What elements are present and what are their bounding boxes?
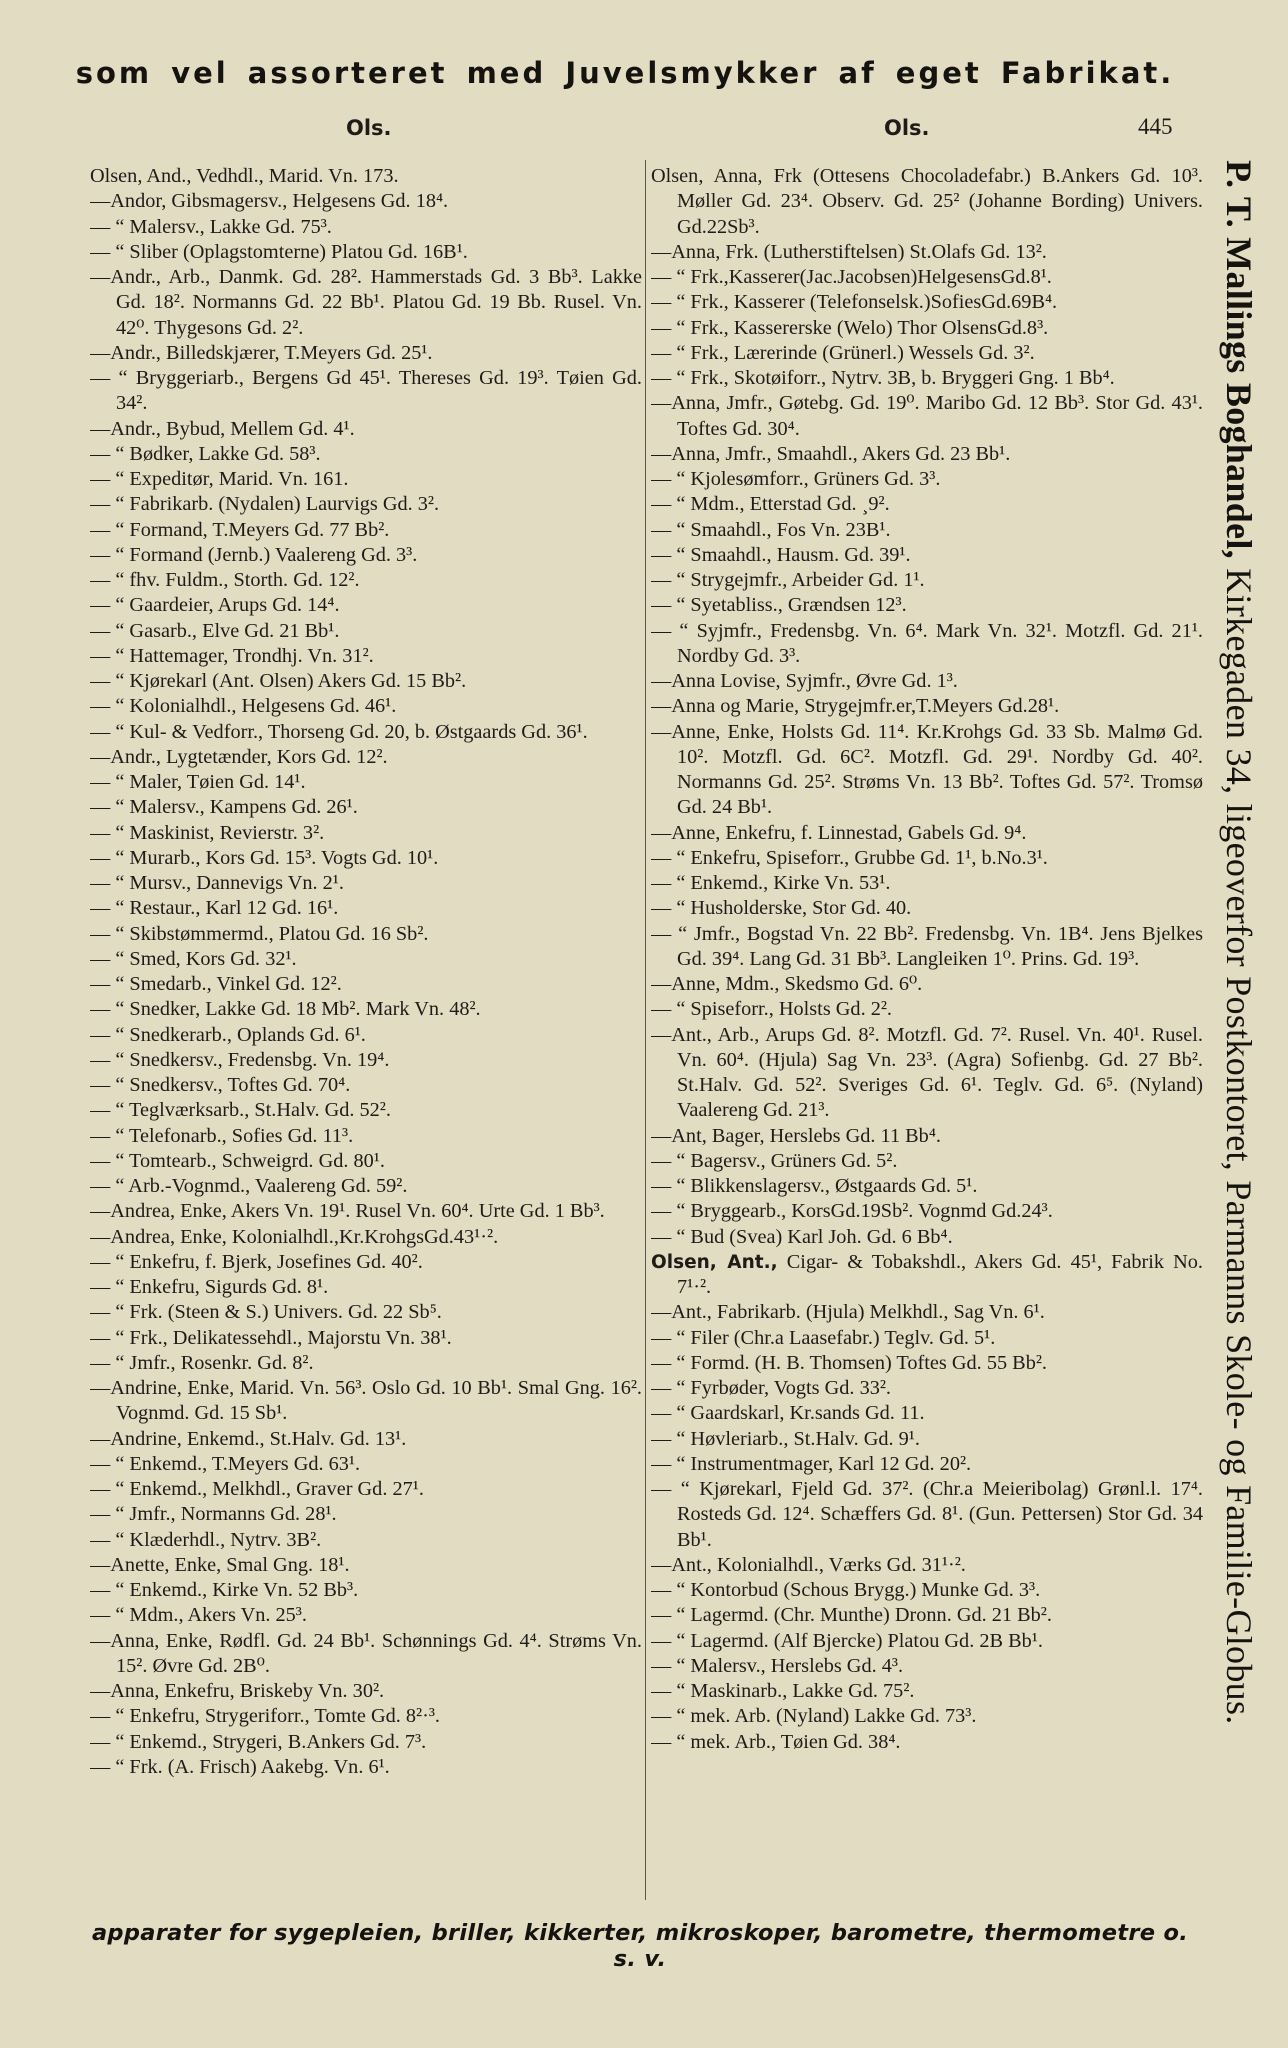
directory-entry: — “ Enkemd., T.Meyers Gd. 63¹. (90, 1452, 361, 1475)
directory-entry: — “ Lagermd. (Alf Bjercke) Platou Gd. 2B Bb¹. (651, 1629, 1043, 1652)
directory-entry: — “ Formd. (H. B. Thomsen) Toftes Gd. 55 Bb². (651, 1351, 1047, 1374)
directory-entry: — “ Frk., Kasserer (Telefonselsk.)SofiesGd.69B⁴. (651, 291, 1058, 314)
page-number: 445 (1138, 114, 1173, 139)
directory-entry: — “ Syetabliss., Grændsen 12³. (651, 594, 907, 617)
directory-entry: —Anna Lovise, Syjmfr., Øvre Gd. 1³. (651, 670, 958, 692)
directory-entry: — “ Frk., Kassererske (Welo) Thor OlsensGd.8³. (651, 316, 1049, 339)
directory-entry: — “ Bryggeriarb., Bergens Gd 45¹. Thereses Gd. 19³. Tøien Gd. 34². (90, 367, 642, 415)
bottom-advert-banner: apparater for sygepleien, briller, kikkerter, mikroskoper, barometre, thermometre o. s. v. (91, 1920, 1189, 1972)
directory-entry: — “ Blikkenslagersv., Østgaards Gd. 5¹. (651, 1175, 978, 1197)
directory-entry: — “ Smedarb., Vinkel Gd. 12². (90, 973, 342, 995)
directory-entry: — “ Malersv., Kampens Gd. 26¹. (90, 796, 358, 819)
directory-entry: — “ Frk., Delikatessehdl., Majorstu Vn. 38¹. (90, 1326, 452, 1349)
directory-entry: — “ Fyrbøder, Vogts Gd. 33². (651, 1377, 892, 1399)
side-advert-text: Kirkegaden 34, ligeoverfor Postkontoret, Parmanns Skole- og Familie-Globus. (1219, 558, 1259, 1725)
directory-entry: — “ Enkefru, Sigurds Gd. 8¹. (90, 1276, 329, 1298)
directory-entry: — “ Kjørekarl, Fjeld Gd. 37². (Chr.a Meieribolag) Grønl.l. 17⁴. Rosteds Gd. 12⁴. Schæffers Gd. 8¹. (Gun. Pettersen) Stor Gd. 34 Bb¹. (651, 1478, 1203, 1551)
directory-entry: — “ Enkefru, Strygeriforr., Tomte Gd. 8²·³. (90, 1705, 440, 1728)
directory-entry: — “ Snedker, Lakke Gd. 18 Mb². Mark Vn. 48². (90, 998, 481, 1021)
directory-entry: —Ant., Fabrikarb. (Hjula) Melkhdl., Sag Vn. 6¹. (651, 1301, 1045, 1324)
directory-entry: — “ Telefonarb., Sofies Gd. 11³. (90, 1124, 354, 1147)
directory-entry: Olsen, Ant., Cigar- & Tobakshdl., Akers Gd. 45¹, Fabrik No. 7¹·². (651, 1250, 1203, 1298)
directory-entry: — “ Murarb., Kors Gd. 15³. Vogts Gd. 10¹. (90, 846, 439, 869)
directory-entry: —Ant., Kolonialhdl., Værks Gd. 31¹·². (651, 1553, 966, 1576)
directory-entry: — “ Fabrikarb. (Nydalen) Laurvigs Gd. 3². (90, 493, 440, 516)
directory-entry: — “ Jmfr., Normanns Gd. 28¹. (90, 1503, 337, 1526)
directory-entry: —Andrine, Enke, Marid. Vn. 56³. Oslo Gd. 10 Bb¹. Smal Gng. 16². Vognmd. Gd. 15 Sb¹. (90, 1377, 642, 1425)
directory-entry: —Ant, Bager, Herslebs Gd. 11 Bb⁴. (651, 1124, 941, 1147)
directory-entry: — “ Mdm., Etterstad Gd. ¸9². (651, 493, 890, 516)
directory-entry: — “ Sliber (Oplagstomterne) Platou Gd. 16B¹. (90, 240, 468, 263)
directory-entry: — “ Smed, Kors Gd. 32¹. (90, 947, 297, 970)
directory-entry: — “ Strygejmfr., Arbeider Gd. 1¹. (651, 569, 925, 591)
directory-entry: — “ Tomtearb., Schweigrd. Gd. 80¹. (90, 1149, 385, 1172)
directory-entry: — “ Kolonialhdl., Helgesens Gd. 46¹. (90, 695, 397, 718)
directory-entry: — “ Mursv., Dannevigs Vn. 2¹. (90, 872, 344, 894)
side-advert-name: P. T. Mallings Boghandel, (1219, 160, 1259, 559)
directory-entry: — “ Jmfr., Bogstad Vn. 22 Bb². Fredensbg. Vn. 1B⁴. Jens Bjelkes Gd. 39⁴. Lang Gd. 31 Bb³. Langleiken 1⁰. Prins. Gd. 19³. (651, 922, 1203, 970)
directory-entry: — “ Lagermd. (Chr. Munthe) Dronn. Gd. 21 Bb². (651, 1604, 1052, 1627)
directory-entry: — “ Smaahdl., Fos Vn. 23B¹. (651, 518, 891, 541)
directory-entry: — “ Bud (Svea) Karl Joh. Gd. 6 Bb⁴. (651, 1225, 953, 1248)
directory-entry: — “ Teglværksarb., St.Halv. Gd. 52². (90, 1099, 391, 1122)
directory-entry: — “ Kjørekarl (Ant. Olsen) Akers Gd. 15 Bb². (90, 670, 467, 692)
directory-entry: — “ Restaur., Karl 12 Gd. 16¹. (90, 897, 339, 920)
directory-entry: —Anne, Enke, Holsts Gd. 11⁴. Kr.Krohgs Gd. 33 Sb. Malmø Gd. 10². Motzfl. Gd. 6C². Motzfl. Gd. 29¹. Nordby Gd. 40². Normanns Gd. 25². Strøms Vn. 13 Bb². Toftes Gd. 57². Tromsø Gd. 24 Bb¹. (651, 720, 1203, 819)
directory-entry: —Andrea, Enke, Akers Vn. 19¹. Rusel Vn. 60⁴. Urte Gd. 1 Bb³. (90, 1200, 605, 1223)
directory-entry: — “ Enkefru, Spiseforr., Grubbe Gd. 1¹, b.No.3¹. (651, 846, 1048, 869)
directory-entry: — “ Formand (Jernb.) Vaalereng Gd. 3³. (90, 543, 418, 566)
directory-entry: — “ Frk. (Steen & S.) Univers. Gd. 22 Sb⁵. (90, 1301, 442, 1324)
directory-entry: — “ Maskinarb., Lakke Gd. 75². (651, 1680, 915, 1702)
directory-entry: Olsen, Anna, Frk (Ottesens Chocoladefabr.) B.Ankers Gd. 10³. Møller Gd. 23⁴. Observ. Gd. 25² (Johanne Bording) Univers. Gd.22Sb³. (651, 165, 1203, 238)
directory-entry: — “ Husholderske, Stor Gd. 40. (651, 897, 912, 920)
directory-entry: — “ Gaardeier, Arups Gd. 14⁴. (90, 594, 340, 617)
directory-entry: — “ Smaahdl., Hausm. Gd. 39¹. (651, 543, 911, 566)
directory-entry: — “ Høvleriarb., St.Halv. Gd. 9¹. (651, 1427, 920, 1450)
directory-entry: — “ Skibstømmermd., Platou Gd. 16 Sb². (90, 922, 429, 945)
right-column (651, 164, 1203, 1902)
directory-entry: — “ Klæderhdl., Nytrv. 3B². (90, 1528, 322, 1551)
directory-entry: — “ Syjmfr., Fredensbg. Vn. 6⁴. Mark Vn. 32¹. Motzfl. Gd. 21¹. Nordby Gd. 3³. (651, 619, 1203, 667)
directory-entry: — “ Bødker, Lakke Gd. 58³. (90, 442, 321, 465)
directory-entry: — “ Bagersv., Grüners Gd. 5². (651, 1149, 898, 1172)
directory-entry: — “ Enkemd., Kirke Vn. 53¹. (651, 872, 891, 894)
directory-entry: —Anette, Enke, Smal Gng. 18¹. (90, 1553, 350, 1576)
directory-entry: — “ Malersv., Herslebs Gd. 4³. (651, 1654, 904, 1677)
directory-entry: —Anne, Enkefru, f. Linnestad, Gabels Gd. 9⁴. (651, 821, 1027, 844)
directory-entry: — “ Gaardskarl, Kr.sands Gd. 11. (651, 1402, 925, 1425)
right-column-header: Ols. (884, 116, 930, 140)
directory-entry: — “ fhv. Fuldm., Storth. Gd. 12². (90, 569, 360, 591)
directory-entry: — “ Kontorbud (Schous Brygg.) Munke Gd. 3³. (651, 1579, 1041, 1601)
directory-entry: —Anna, Frk. (Lutherstiftelsen) St.Olafs Gd. 13². (651, 240, 1047, 263)
directory-entry: Olsen, And., Vedhdl., Marid. Vn. 173. (90, 165, 399, 187)
column-divider (645, 160, 646, 1900)
directory-entry: — “ Expeditør, Marid. Vn. 161. (90, 468, 349, 490)
directory-entry: — “ Hattemager, Trondhj. Vn. 31². (90, 644, 374, 667)
directory-entry: — “ Bryggearb., KorsGd.19Sb². Vognmd Gd.24³. (651, 1200, 1053, 1223)
directory-entry: — “ Snedkerarb., Oplands Gd. 6¹. (90, 1023, 366, 1046)
directory-entry: — “ Enkemd., Melkhdl., Graver Gd. 27¹. (90, 1478, 424, 1500)
side-advert (1202, 160, 1262, 1960)
directory-entry: —Anna og Marie, Strygejmfr.er,T.Meyers Gd.28¹. (651, 695, 1060, 718)
top-advert-banner: som vel assorteret med Juvelsmykker af eget Fabrikat. (75, 56, 1175, 90)
directory-entry: — “ Enkefru, f. Bjerk, Josefines Gd. 40². (90, 1250, 423, 1273)
directory-entry: — “ Arb.-Vognmd., Vaalereng Gd. 59². (90, 1175, 408, 1197)
directory-entry: — “ Enkemd., Kirke Vn. 52 Bb³. (90, 1579, 359, 1601)
directory-entry: — “ Filer (Chr.a Laasefabr.) Teglv. Gd. 5¹. (651, 1326, 996, 1349)
directory-entry: —Andr., Billedskjærer, T.Meyers Gd. 25¹. (90, 341, 433, 364)
left-column-header: Ols. (346, 116, 392, 140)
directory-entry: —Andor, Gibsmagersv., Helgesens Gd. 18⁴. (90, 190, 449, 213)
directory-entry: —Anne, Mdm., Skedsmo Gd. 6⁰. (651, 973, 923, 995)
directory-entry: — “ Maler, Tøien Gd. 14¹. (90, 771, 306, 793)
directory-entry: —Anna, Enke, Rødfl. Gd. 24 Bb¹. Schønnings Gd. 4⁴. Strøms Vn. 15². Øvre Gd. 2B⁰. (90, 1629, 642, 1677)
directory-entry: — “ Kjolesømforr., Grüners Gd. 3³. (651, 468, 941, 490)
directory-entry: —Andr., Lygtetænder, Kors Gd. 12². (90, 745, 388, 768)
directory-entry: — “ Snedkersv., Toftes Gd. 70⁴. (90, 1074, 351, 1096)
directory-entry: —Anna, Jmfr., Smaahdl., Akers Gd. 23 Bb¹. (651, 442, 1011, 465)
directory-entry: —Ant., Arb., Arups Gd. 8². Motzfl. Gd. 7². Rusel. Vn. 40¹. Rusel. Vn. 60⁴. (Hjula) Sag Vn. 23³. (Agra) Sofienbg. Gd. 27 Bb². St.Halv. Gd. 52². Sveriges Gd. 6¹. Teglv. Gd. 6⁵. (Nyland) Vaalereng Gd. 21³. (651, 1023, 1203, 1122)
directory-entry: —Andr., Bybud, Mellem Gd. 4¹. (90, 417, 355, 440)
directory-entry: — “ Gasarb., Elve Gd. 21 Bb¹. (90, 619, 340, 642)
directory-entry: —Andrine, Enkemd., St.Halv. Gd. 13¹. (90, 1427, 407, 1450)
directory-entry: —Andrea, Enke, Kolonialhdl.,Kr.KrohgsGd.43¹·². (90, 1225, 499, 1248)
directory-entry: —Andr., Arb., Danmk. Gd. 28². Hammerstads Gd. 3 Bb³. Lakke Gd. 18². Normanns Gd. 22 Bb¹. Platou Gd. 19 Bb. Rusel. Vn. 42⁰. Thygesons Gd. 2². (90, 266, 642, 339)
directory-entry: — “ Malersv., Lakke Gd. 75³. (90, 215, 332, 238)
directory-entry: —Anna, Enkefru, Briskeby Vn. 30². (90, 1680, 385, 1702)
directory-entry: — “ Maskinist, Revierstr. 3². (90, 821, 325, 844)
directory-entry: — “ Spiseforr., Holsts Gd. 2². (651, 998, 892, 1021)
directory-entry: —Anna, Jmfr., Gøtebg. Gd. 19⁰. Maribo Gd. 12 Bb³. Stor Gd. 43¹. Toftes Gd. 30⁴. (651, 392, 1203, 440)
directory-entry: — “ Frk., Lærerinde (Grünerl.) Wessels Gd. 3². (651, 341, 1035, 364)
directory-entry: — “ Jmfr., Rosenkr. Gd. 8². (90, 1351, 314, 1374)
directory-entry: — “ Enkemd., Strygeri, B.Ankers Gd. 7³. (90, 1730, 427, 1753)
directory-entry: — “ Mdm., Akers Vn. 25³. (90, 1604, 307, 1627)
directory-entry: — “ Frk. (A. Frisch) Aakebg. Vn. 6¹. (90, 1755, 390, 1778)
directory-entry: — “ Instrumentmager, Karl 12 Gd. 20². (651, 1452, 972, 1475)
left-column (90, 164, 642, 1902)
directory-entry: — “ mek. Arb. (Nyland) Lakke Gd. 73³. (651, 1705, 977, 1728)
directory-entry: — “ Formand, T.Meyers Gd. 77 Bb². (90, 518, 390, 541)
directory-entry: — “ Kul- & Vedforr., Thorseng Gd. 20, b. Østgaards Gd. 36¹. (90, 720, 588, 743)
directory-entry: — “ Frk.,Kasserer(Jac.Jacobsen)HelgesensGd.8¹. (651, 266, 1052, 288)
directory-entry: — “ Snedkersv., Fredensbg. Vn. 19⁴. (90, 1048, 390, 1071)
directory-entry: — “ Frk., Skotøiforr., Nytrv. 3B, b. Bryggeri Gng. 1 Bb⁴. (651, 367, 1115, 389)
directory-entry: — “ mek. Arb., Tøien Gd. 38⁴. (651, 1730, 901, 1753)
bold-entry-name: Olsen, Ant., (651, 1251, 778, 1273)
